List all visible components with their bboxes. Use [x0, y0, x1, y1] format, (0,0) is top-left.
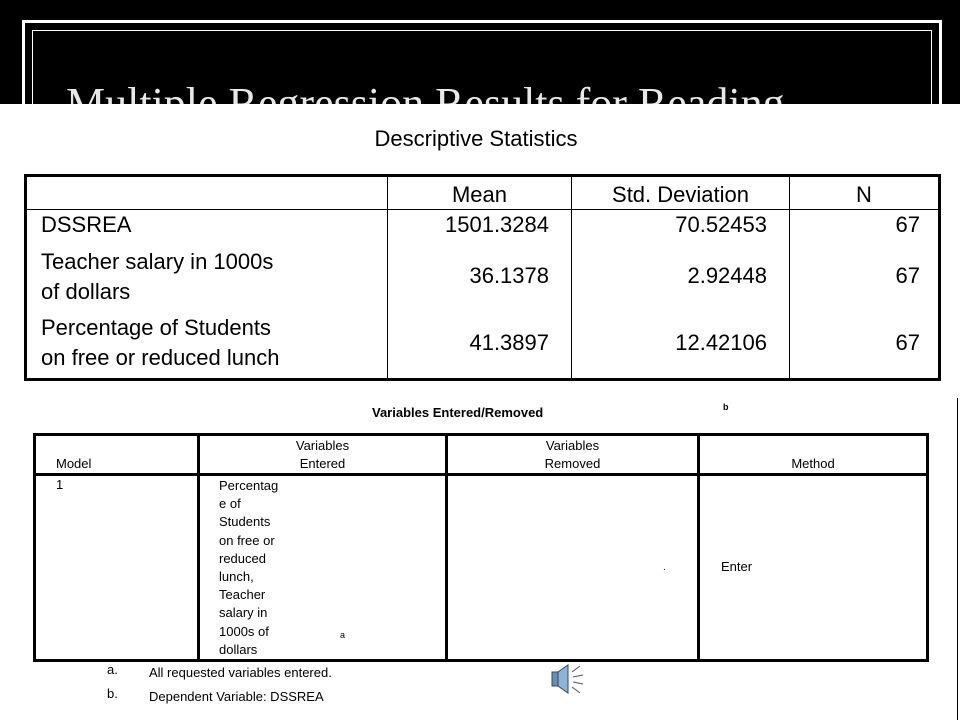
- table-header-row: [35, 435, 928, 475]
- row-label-line: Percentage of Students: [41, 315, 271, 340]
- table-row: [26, 210, 940, 246]
- table-row: [26, 245, 940, 312]
- entered-line: Students: [219, 514, 271, 530]
- header-model: Model: [35, 435, 199, 475]
- entered-variables-text: [219, 477, 291, 659]
- entered-line: Percentag: [219, 478, 279, 493]
- row-label-line: on free or reduced lunch: [41, 345, 280, 370]
- cell-model: 1: [35, 475, 199, 661]
- variables-entered-removed-table: [33, 433, 929, 662]
- entered-line: on free or: [219, 532, 275, 548]
- header-std-deviation: Std. Deviation: [572, 176, 790, 210]
- row-label: [26, 245, 388, 312]
- header-line: Removed: [544, 456, 601, 471]
- entered-line: lunch,: [219, 569, 254, 585]
- header-variables-removed: [447, 435, 699, 475]
- entered-superscript: a: [340, 630, 346, 640]
- header-line: Variables: [545, 438, 600, 453]
- header-method: Method: [699, 435, 928, 475]
- header-line: Entered: [299, 456, 346, 471]
- row-label-line: of dollars: [41, 279, 131, 304]
- row-label-line: DSSREA: [41, 212, 132, 237]
- cell-variables-entered: [199, 475, 447, 661]
- footnote-a-text: All requested variables entered.: [149, 665, 332, 680]
- footnote-b-text: Dependent Variable: DSSREA: [149, 689, 324, 704]
- title-superscript: b: [723, 402, 729, 412]
- table-row: [26, 312, 940, 380]
- entered-line: 1000s of: [219, 623, 269, 639]
- row-label-line: Teacher salary in 1000s: [41, 249, 274, 274]
- header-empty: [26, 176, 388, 210]
- cell-n: 67: [895, 329, 920, 355]
- cell-sd: 2.92448: [572, 245, 790, 312]
- table-row: [35, 475, 928, 661]
- sheet-right-border: [957, 398, 958, 720]
- footnote-a-key: a.: [107, 662, 118, 677]
- cell-mean: 36.1378: [388, 245, 572, 312]
- speaker-icon[interactable]: [546, 662, 586, 696]
- header-variables-entered: [199, 435, 447, 475]
- header-mean: Mean: [388, 176, 572, 210]
- cell-mean: 41.3897: [388, 312, 572, 380]
- header-line: Variables: [295, 438, 350, 453]
- row-label: [26, 210, 388, 246]
- cell-n: 67: [895, 212, 920, 237]
- footnote-b-key: b.: [107, 686, 118, 701]
- header-n: N: [790, 176, 940, 210]
- cell-sd: 12.42106: [572, 312, 790, 380]
- entered-line: dollars: [219, 641, 258, 657]
- descriptive-statistics-table: [24, 174, 941, 381]
- method-value: Enter: [721, 559, 753, 574]
- removed-value: .: [663, 562, 666, 573]
- row-label: [26, 312, 388, 380]
- cell-mean: 1501.3284: [388, 210, 572, 246]
- table-header-row: [26, 176, 940, 210]
- variables-entered-removed-title: Variables Entered/Removed: [372, 405, 544, 420]
- entered-line: reduced: [219, 550, 266, 566]
- entered-line: e of: [219, 496, 241, 512]
- entered-line: Teacher: [219, 587, 266, 603]
- cell-sd: 70.52453: [572, 210, 790, 246]
- entered-line: salary in: [219, 605, 268, 621]
- descriptive-statistics-title: Descriptive Statistics: [374, 126, 578, 151]
- cell-n: 67: [895, 263, 920, 288]
- cell-variables-removed: [447, 475, 699, 661]
